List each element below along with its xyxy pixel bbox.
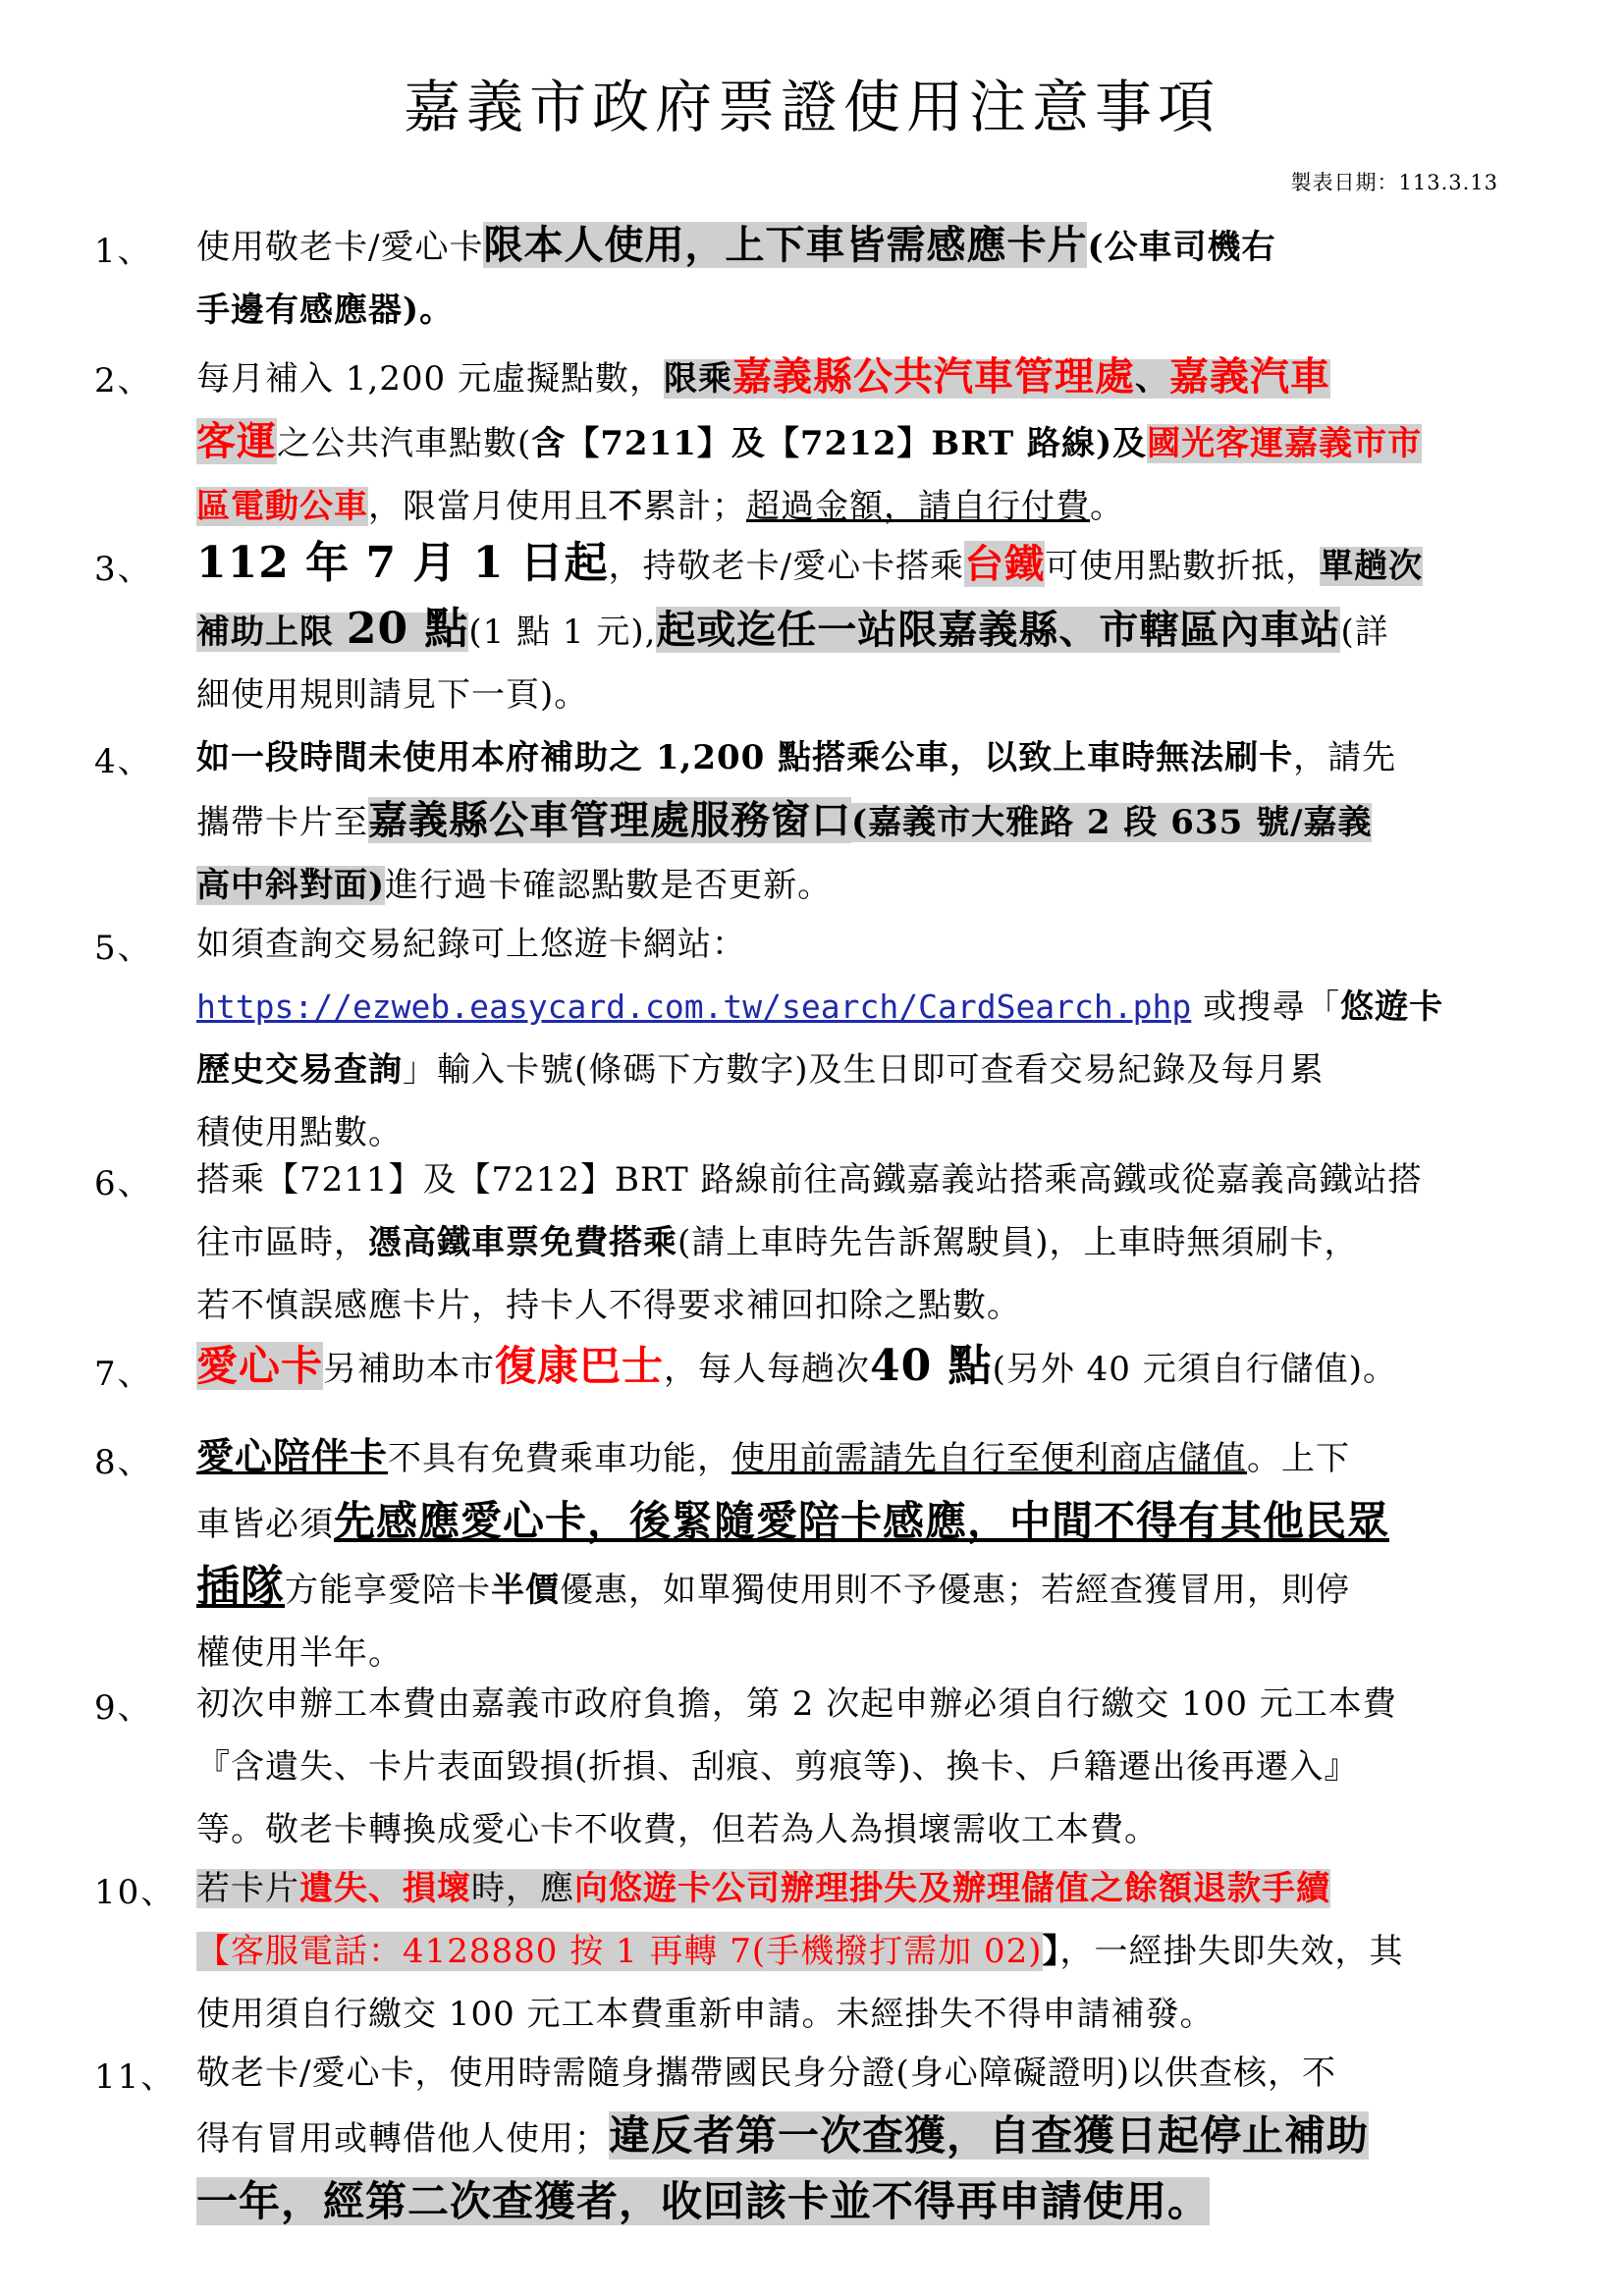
item-text: 若卡片遺失、損壞時，應向悠遊卡公司辦理掛失及辦理儲值之餘額退款手續 【客服電話：4128880 按 1 再轉 7(手機撥打需加 02)】，一經掛失即失效，其 使用須自行繳交 100 元工本費重新申請。未經掛失不得申請補發。 (196, 1869, 1404, 2034)
item-text: 使用敬老卡/愛心卡限本人使用，上下車皆需感應卡片(公車司機右 手邊有感應器)。 (196, 222, 1276, 330)
item-text: 每月補入 1,200 元虛擬點數，限乘嘉義縣公共汽車管理處、嘉義汽車 客運之公共汽車點數(含【7211】及【7212】BRT 路線)及國光客運嘉義市市 區電動公車，限當月使用且不累計；超過金額，請自行付費。 (196, 353, 1423, 526)
item-text: 敬老卡/愛心卡，使用時需隨身攜帶國民身分證(身心障礙證明)以供查核，不 得有冒用或轉借他人使用；違反者第一次查獲，自查獲日起停止補助 一年，經第二次查獲者，收回該卡並不得再申請使用。 (196, 2054, 1370, 2225)
highlight-text: 限本人使用，上下車皆需感應卡片 (483, 222, 1088, 268)
page-title: 嘉義市政府票證使用注意事項 (403, 74, 1220, 140)
item-number: 5、 (94, 929, 153, 968)
item-number: 2、 (94, 361, 153, 400)
item-text: 如一段時間未使用本府補助之 1,200 點搭乘公車，以致上車時無法刷卡，請先 攜帶卡片至嘉義縣公車管理處服務窗口(嘉義市大雅路 2 段 635 號/嘉義 高中斜對面)進行過卡確認點數是否更新。 (196, 738, 1397, 905)
item-text: 搭乘【7211】及【7212】BRT 路線前往高鐵嘉義站搭乘高鐵或從嘉義高鐵站搭 往市區時，憑高鐵車票免費搭乘(請上車時先告訴駕駛員)，上車時無須刷卡， 若不慎誤感應卡片，持卡人不得要求補回扣除之點數。 (196, 1160, 1423, 1325)
item-number: 6、 (94, 1164, 153, 1203)
item-text: 如須查詢交易紀錄可上悠遊卡網站： https://ezweb.easycard.com.tw/search/CardSearch.php 或搜尋「悠遊卡 歷史交易查詢」輸入卡號(條碼下方數字)及生日即可查看交易紀錄及每月累 積使用點數。 (196, 925, 1444, 1152)
item-number: 11、 (94, 2057, 177, 2097)
item-number: 10、 (94, 1873, 177, 1912)
item-number: 4、 (94, 742, 153, 781)
item-text: 愛心陪伴卡不具有免費乘車功能，使用前需請先自行至便利商店儲值。上下 車皆必須先感應愛心卡，後緊隨愛陪卡感應，中間不得有其他民眾 插隊方能享愛陪卡半價優惠，如單獨使用則不予優惠；若經查獲冒用，則停 權使用半年。 (196, 1434, 1390, 1673)
item-text: 初次申辦工本費由嘉義市政府負擔，第 2 次起申辦必須自行繳交 100 元工本費 『含遺失、卡片表面毀損(折損、刮痕、剪痕等)、換卡、戶籍遷出後再遷入』 等。敬老卡轉換成愛心卡不收費，但若為人為損壞需收工本費。 (196, 1684, 1397, 1849)
item-text: 愛心卡另補助本市復康巴士，每人每趟次40 點(另外 40 元須自行儲值)。 (196, 1341, 1398, 1391)
item-text: 112 年 7 月 1 日起，持敬老卡/愛心卡搭乘台鐵可使用點數折抵，單趟次 補助上限 20 點(1 點 1 元),起或迄任一站限嘉義縣、市轄區內車站(詳 細使用規則請見下一頁)。 (196, 538, 1424, 715)
item-number: 1、 (94, 232, 153, 271)
item-number: 7、 (94, 1355, 153, 1394)
item-number: 9、 (94, 1688, 153, 1728)
creation-date: 製表日期：113.3.13 (1290, 171, 1498, 194)
item-number: 3、 (94, 550, 153, 589)
item-number: 8、 (94, 1443, 153, 1482)
easycard-link[interactable]: https://ezweb.easycard.com.tw/search/CardSearch.php (196, 988, 1192, 1026)
